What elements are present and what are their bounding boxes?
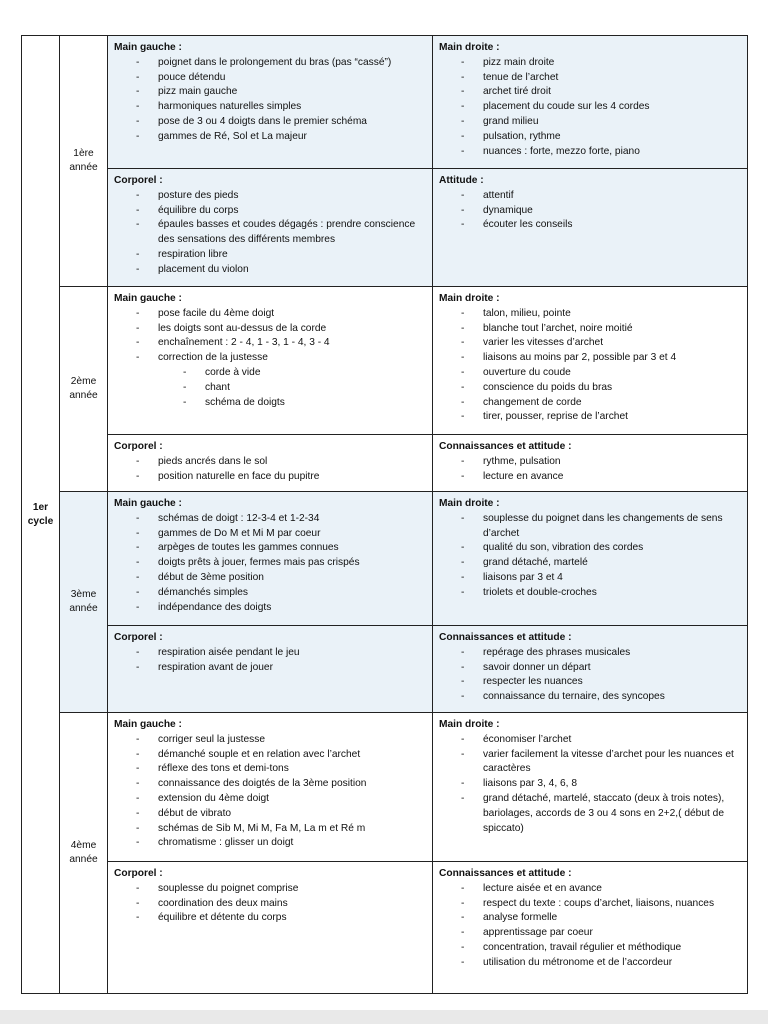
year-3-row-hands (22, 492, 748, 626)
list-item: - respecter les nuances (439, 675, 741, 690)
year-4-row-body (22, 862, 748, 994)
section-title: Corporel : (114, 175, 163, 186)
list-item: - coordination des deux mains (114, 897, 426, 912)
list-item: - écouter les conseils (439, 218, 741, 233)
corporel-cell (108, 169, 433, 287)
section-title: Corporel : (114, 441, 163, 452)
list-item: - chromatisme : glisser un doigt (114, 836, 426, 851)
corporel-cell (108, 862, 433, 994)
section-title: Connaissances et attitude : (439, 441, 572, 452)
list-item: - épaules basses et coudes dégagés : prendre conscience des sensations des différents membres (114, 218, 426, 248)
list-item: - connaissance du ternaire, des syncopes (439, 690, 741, 705)
list-item: - démanché souple et en relation avec l’archet (114, 748, 426, 763)
list-item: - souplesse du poignet comprise (114, 882, 426, 897)
year-label: 4ème année (60, 713, 108, 994)
year-label: 1ère année (60, 36, 108, 287)
list-item: - poignet dans le prolongement du bras (pas “cassé”) (114, 56, 426, 71)
section-title: Main droite : (439, 293, 500, 304)
list-item: - doigts prêts à jouer, fermes mais pas crispés (114, 556, 426, 571)
corporel-cell (108, 435, 433, 492)
year-label: 3ème année (60, 492, 108, 713)
year-1-row-body (22, 169, 748, 287)
list-item: - pose facile du 4ème doigt (114, 307, 426, 322)
year-3-row-body (22, 626, 748, 713)
attitude-cell (433, 435, 748, 492)
list-item: - utilisation du métronome et de l’accordeur (439, 956, 741, 971)
main-droite-cell (433, 36, 748, 169)
year-4-row-hands (22, 713, 748, 862)
list-item: - placement du violon (114, 263, 426, 278)
list-item: - les doigts sont au-dessus de la corde (114, 322, 426, 337)
list-item: - blanche tout l’archet, noire moitié (439, 322, 741, 337)
year-2-row-body (22, 435, 748, 492)
section-title: Corporel : (114, 868, 163, 879)
sub-list-item: - schéma de doigts (114, 396, 426, 411)
list-item: - varier facilement la vitesse d’archet pour les nuances et caractères (439, 748, 741, 778)
list-item: - position naturelle en face du pupitre (114, 470, 426, 485)
list-item: - dynamique (439, 204, 741, 219)
section-title: Connaissances et attitude : (439, 868, 572, 879)
section-title: Main droite : (439, 719, 500, 730)
list-item: - qualité du son, vibration des cordes (439, 541, 741, 556)
list-item: - tenue de l’archet (439, 71, 741, 86)
list-item: - réflexe des tons et demi-tons (114, 762, 426, 777)
list-item: - pizz main gauche (114, 85, 426, 100)
list-item: - pizz main droite (439, 56, 741, 71)
section-title: Attitude : (439, 175, 484, 186)
list-item: - rythme, pulsation (439, 455, 741, 470)
list-item: - respect du texte : coups d’archet, liaisons, nuances (439, 897, 741, 912)
main-gauche-cell (108, 36, 433, 169)
sub-list-item: - chant (114, 381, 426, 396)
list-item: - grand détaché, martelé (439, 556, 741, 571)
list-item: - archet tiré droit (439, 85, 741, 100)
list-item: - gammes de Do M et Mi M par coeur (114, 527, 426, 542)
section-title: Main droite : (439, 42, 500, 53)
attitude-cell (433, 862, 748, 994)
list-item: - équilibre et détente du corps (114, 911, 426, 926)
list-item: - ouverture du coude (439, 366, 741, 381)
list-item: - corriger seul la justesse (114, 733, 426, 748)
list-item: - connaissance des doigtés de la 3ème position (114, 777, 426, 792)
list-item: - respiration aisée pendant le jeu (114, 646, 426, 661)
main-gauche-cell (108, 492, 433, 626)
list-item: - économiser l’archet (439, 733, 741, 748)
main-droite-cell (433, 713, 748, 862)
list-item: - schémas de doigt : 12-3-4 et 1-2-34 (114, 512, 426, 527)
list-item: - pulsation, rythme (439, 130, 741, 145)
list-item: - tirer, pousser, reprise de l’archet (439, 410, 741, 425)
section-title: Main gauche : (114, 498, 182, 509)
list-item: - talon, milieu, pointe (439, 307, 741, 322)
list-item: - posture des pieds (114, 189, 426, 204)
sub-list-item: - corde à vide (114, 366, 426, 381)
list-item: - repérage des phrases musicales (439, 646, 741, 661)
main-gauche-cell (108, 287, 433, 435)
section-title: Main gauche : (114, 42, 182, 53)
attitude-cell (433, 169, 748, 287)
list-item: - pieds ancrés dans le sol (114, 455, 426, 470)
list-item: - varier les vitesses d’archet (439, 336, 741, 351)
cycle-label: 1er cycle (22, 36, 60, 994)
list-item: - schémas de Sib M, Mi M, Fa M, La m et Ré m (114, 822, 426, 837)
list-item: - grand détaché, martelé, staccato (deux à trois notes), bariolages, accords de 3 ou 4 sons en 2+2,( début de spiccato) (439, 792, 741, 836)
list-item: - grand milieu (439, 115, 741, 130)
list-item: - début de vibrato (114, 807, 426, 822)
section-title: Connaissances et attitude : (439, 632, 572, 643)
list-item: - enchaînement : 2 - 4, 1 - 3, 1 - 4, 3 - 4 (114, 336, 426, 351)
curriculum-table (21, 35, 748, 994)
main-gauche-cell (108, 713, 433, 862)
section-title: Corporel : (114, 632, 163, 643)
list-item: - liaisons par 3 et 4 (439, 571, 741, 586)
list-item: - nuances : forte, mezzo forte, piano (439, 145, 741, 160)
list-item: - lecture aisée et en avance (439, 882, 741, 897)
list-item: - liaisons par 3, 4, 6, 8 (439, 777, 741, 792)
section-title: Main gauche : (114, 293, 182, 304)
list-item: - analyse formelle (439, 911, 741, 926)
attitude-cell (433, 626, 748, 713)
list-item: - triolets et double-croches (439, 586, 741, 601)
list-item: - respiration libre (114, 248, 426, 263)
year-1-row-hands (22, 36, 748, 169)
main-droite-cell (433, 287, 748, 435)
list-item: - indépendance des doigts (114, 601, 426, 616)
list-item: - apprentissage par coeur (439, 926, 741, 941)
list-item: - pouce détendu (114, 71, 426, 86)
list-item: - début de 3ème position (114, 571, 426, 586)
year-2-row-hands (22, 287, 748, 435)
list-item: - conscience du poids du bras (439, 381, 741, 396)
list-item: - souplesse du poignet dans les changements de sens d’archet (439, 512, 741, 542)
section-title: Main droite : (439, 498, 500, 509)
list-item: - lecture en avance (439, 470, 741, 485)
list-item: - concentration, travail régulier et méthodique (439, 941, 741, 956)
list-item: - changement de corde (439, 396, 741, 411)
list-item: - démanchés simples (114, 586, 426, 601)
list-item: - extension du 4ème doigt (114, 792, 426, 807)
list-item: - respiration avant de jouer (114, 661, 426, 676)
year-label: 2ème année (60, 287, 108, 492)
list-item: - gammes de Ré, Sol et La majeur (114, 130, 426, 145)
section-title: Main gauche : (114, 719, 182, 730)
list-item: - savoir donner un départ (439, 661, 741, 676)
list-item: - correction de la justesse (114, 351, 426, 366)
list-item: - harmoniques naturelles simples (114, 100, 426, 115)
curriculum-sheet (21, 35, 748, 994)
main-droite-cell (433, 492, 748, 626)
page-bottom-band (0, 1010, 768, 1024)
list-item: - équilibre du corps (114, 204, 426, 219)
list-item: - attentif (439, 189, 741, 204)
corporel-cell (108, 626, 433, 713)
list-item: - liaisons au moins par 2, possible par 3 et 4 (439, 351, 741, 366)
list-item: - placement du coude sur les 4 cordes (439, 100, 741, 115)
list-item: - arpèges de toutes les gammes connues (114, 541, 426, 556)
list-item: - pose de 3 ou 4 doigts dans le premier schéma (114, 115, 426, 130)
